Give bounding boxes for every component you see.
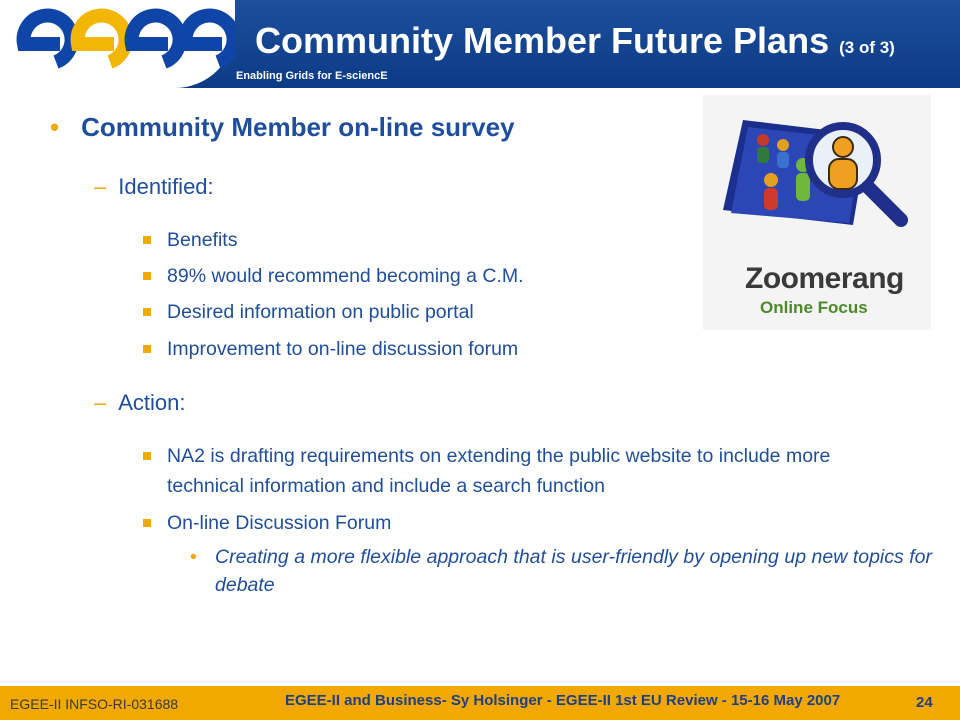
dash-icon: – bbox=[94, 390, 107, 415]
bullet-dot-icon: • bbox=[50, 112, 60, 142]
survey-heading-text: Community Member on-line survey bbox=[81, 112, 515, 142]
action-label-text: Action: bbox=[118, 390, 186, 415]
survey-heading bbox=[50, 112, 515, 143]
page-number: 24 bbox=[916, 694, 933, 711]
sub-list-item bbox=[190, 543, 932, 599]
zoomerang-subtitle: Online Focus bbox=[760, 298, 868, 317]
slide-title bbox=[255, 20, 895, 62]
list-item-text: Improvement to on-line discussion forum bbox=[167, 338, 519, 360]
square-bullet-icon bbox=[143, 452, 151, 460]
title-suffix: (3 of 3) bbox=[839, 38, 895, 57]
square-bullet-icon bbox=[143, 519, 151, 527]
identified-label bbox=[94, 174, 214, 200]
bullet-dot-icon: • bbox=[190, 546, 197, 568]
list-item-text: NA2 is drafting requirements on extending the public website to include more technical information and include a search function bbox=[167, 445, 831, 497]
list-item bbox=[143, 441, 903, 501]
list-item-text: Desired information on public portal bbox=[167, 301, 474, 323]
sub-list-item-text: Creating a more flexible approach that is user-friendly by opening up new topics for debate bbox=[215, 546, 932, 596]
list-item bbox=[143, 508, 903, 538]
square-bullet-icon bbox=[143, 236, 151, 244]
square-bullet-icon bbox=[143, 272, 151, 280]
identified-label-text: Identified: bbox=[118, 174, 214, 199]
dash-icon: – bbox=[94, 174, 107, 199]
title-text: Community Member Future Plans bbox=[255, 20, 830, 61]
square-bullet-icon bbox=[143, 308, 151, 316]
list-item-text: On-line Discussion Forum bbox=[167, 512, 392, 534]
footer-presentation-info: EGEE-II and Business- Sy Holsinger - EGEE-II 1st EU Review - 15-16 May 2007 bbox=[285, 692, 841, 709]
zoomerang-brand: Zoomerang bbox=[745, 262, 904, 295]
egee-logo bbox=[10, 4, 235, 84]
square-bullet-icon bbox=[143, 345, 151, 353]
logo-panel bbox=[0, 0, 235, 88]
footer-project-id: EGEE-II INFSO-RI-031688 bbox=[10, 696, 179, 712]
list-item-text: 89% would recommend becoming a C.M. bbox=[167, 265, 524, 287]
magnifying-glass-people-icon bbox=[703, 95, 931, 260]
logo-tagline: Enabling Grids for E-sciencE bbox=[236, 70, 388, 82]
list-item bbox=[143, 334, 903, 364]
list-item-text: Benefits bbox=[167, 229, 238, 251]
action-label bbox=[94, 390, 186, 416]
